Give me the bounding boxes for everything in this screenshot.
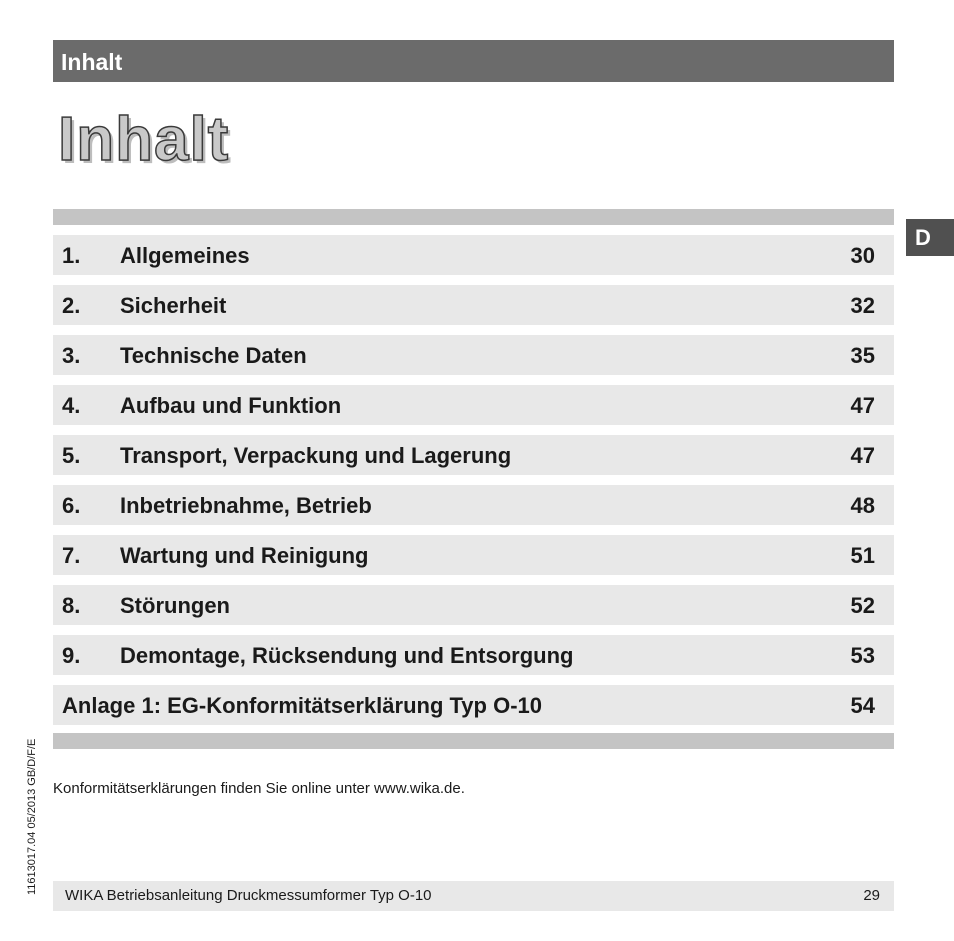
toc-entry-2[interactable] <box>53 285 894 325</box>
toc-entry-number: 1. <box>62 243 81 268</box>
toc-entry-7[interactable] <box>53 535 894 575</box>
toc-entry-number: 2. <box>62 293 81 318</box>
toc-entry-page: 32 <box>850 293 875 318</box>
toc-entry-1[interactable] <box>53 235 894 275</box>
footer-title: WIKA Betriebsanleitung Druckmessumformer Typ O-10 <box>65 887 432 904</box>
toc-entry-number: 9. <box>62 643 81 668</box>
toc-entry-page: 53 <box>850 643 875 668</box>
language-tab-label: D <box>915 225 931 250</box>
page-footer <box>53 881 894 911</box>
toc-entry-label: Sicherheit <box>120 293 227 318</box>
toc-entry-label: Störungen <box>120 593 230 618</box>
section-header <box>53 40 894 82</box>
toc-entry-6[interactable] <box>53 485 894 525</box>
toc-entry-page: 47 <box>850 443 875 468</box>
toc-entry-3[interactable] <box>53 335 894 375</box>
conformity-note: Konformitätserklärungen finden Sie online unter www.wika.de. <box>53 780 465 797</box>
document-code: 11613017.04 05/2013 GB/D/F/E <box>26 738 38 895</box>
toc-entry-9[interactable] <box>53 635 894 675</box>
page-title: Inhalt <box>58 105 230 174</box>
toc-entry-page: 35 <box>850 343 875 368</box>
toc-entry-page: 48 <box>850 493 875 518</box>
toc-top-divider <box>53 209 894 225</box>
toc-entry-label: Allgemeines <box>120 243 250 268</box>
toc-entry-label: Aufbau und Funktion <box>120 393 342 418</box>
toc-entry-page: 51 <box>850 543 875 568</box>
toc-entry-page: 47 <box>850 393 875 418</box>
table-of-contents <box>53 235 894 735</box>
toc-entry-label: Wartung und Reinigung <box>120 543 369 568</box>
toc-entry-annex[interactable] <box>53 685 894 725</box>
toc-entry-number: 3. <box>62 343 81 368</box>
toc-bottom-divider <box>53 733 894 749</box>
toc-entry-page: 30 <box>850 243 875 268</box>
section-header-title: Inhalt <box>61 49 123 75</box>
toc-entry-number: 4. <box>62 393 81 418</box>
footer-page-number: 29 <box>863 887 880 904</box>
language-tab <box>906 219 954 256</box>
toc-entry-5[interactable] <box>53 435 894 475</box>
toc-entry-4[interactable] <box>53 385 894 425</box>
toc-annex-label: Anlage 1: EG-Konformitätserklärung Typ O-10 <box>62 693 543 718</box>
toc-entry-number: 8. <box>62 593 81 618</box>
toc-entry-page: 54 <box>850 693 875 718</box>
toc-entry-label: Transport, Verpackung und Lagerung <box>120 443 512 468</box>
toc-entry-label: Inbetriebnahme, Betrieb <box>120 493 372 518</box>
toc-entry-number: 5. <box>62 443 81 468</box>
toc-entry-8[interactable] <box>53 585 894 625</box>
toc-entry-number: 7. <box>62 543 81 568</box>
toc-entry-label: Technische Daten <box>120 343 307 368</box>
toc-entry-number: 6. <box>62 493 81 518</box>
toc-entry-label: Demontage, Rücksendung und Entsorgung <box>120 643 574 668</box>
toc-entry-page: 52 <box>850 593 875 618</box>
